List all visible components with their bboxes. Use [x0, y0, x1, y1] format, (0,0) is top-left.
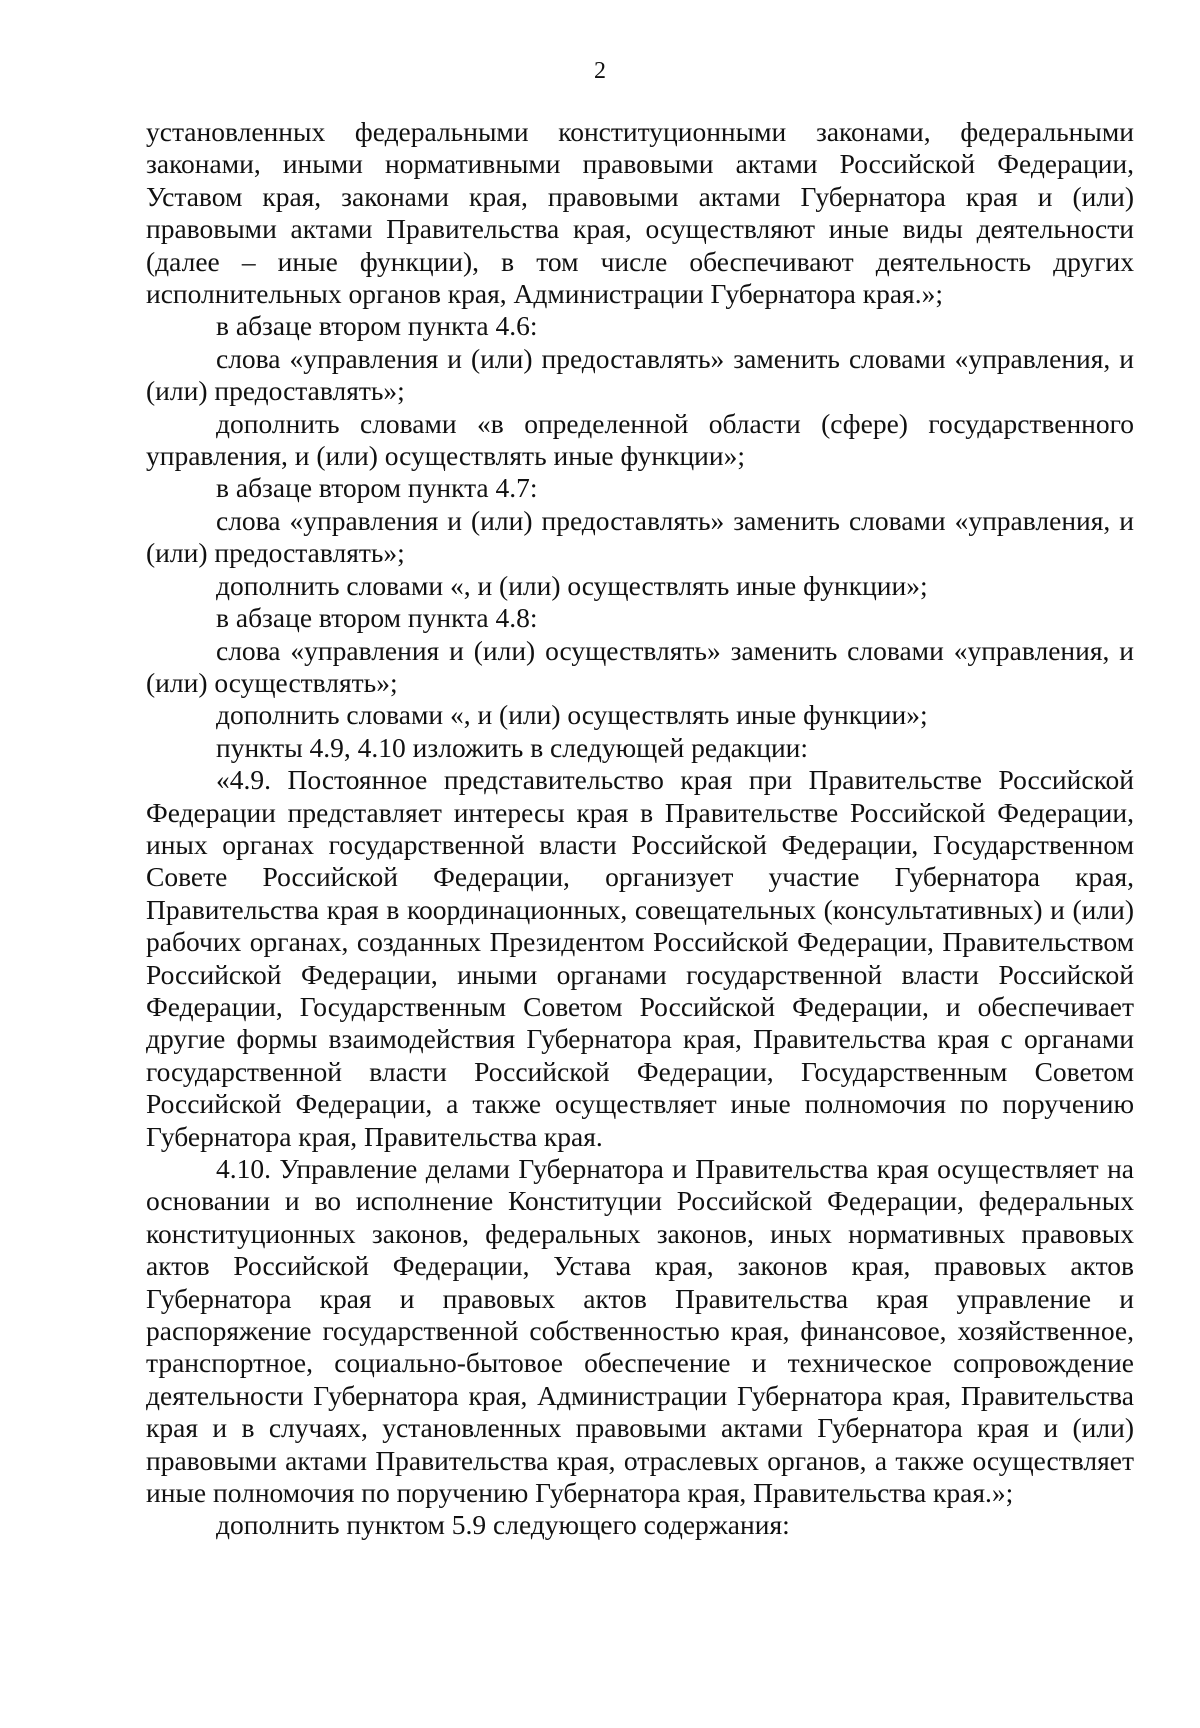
- paragraph-continuation: установленных федеральными конституционными законами, федеральными законами, иными нормативными правовыми актами Российской Федерации, Уставом края, законами края, правовыми актами Губернатора края и (или) правовыми актами Правительства края, осуществляют иные виды деятельности (далее – иные функции), в том числе обеспечивают деятельность других исполнительных органов края, Администрации Губернатора края.»;: [146, 116, 1134, 310]
- paragraph-replace-words-4-7: слова «управления и (или) предоставлять» заменить словами «управления, и (или) предоставлять»;: [146, 504, 1134, 569]
- paragraph-replace-words-4-8: слова «управления и (или) осуществлять» заменить словами «управления, и (или) осуществлять»;: [146, 634, 1134, 698]
- paragraph-supplement-4-6: дополнить словами «в определенной области (сфере) государственного управления, и (или) осуществлять иные функции»;: [146, 407, 1134, 472]
- paragraph-supplement-5-9: дополнить пунктом 5.9 следующего содержания:: [216, 1509, 790, 1541]
- document-body: [146, 116, 1134, 1542]
- paragraph-new-wording-intro: пункты 4.9, 4.10 изложить в следующей редакции:: [216, 731, 809, 763]
- paragraph-amendment-4-8: в абзаце втором пункта 4.8:: [216, 602, 538, 634]
- paragraph-replace-words-4-6: слова «управления и (или) предоставлять» заменить словами «управления, и (или) предоставлять»;: [146, 342, 1134, 407]
- paragraph-supplement-4-7: дополнить словами «, и (или) осуществлять иные функции»;: [216, 569, 928, 601]
- paragraph-supplement-4-8: дополнить словами «, и (или) осуществлять иные функции»;: [216, 699, 928, 731]
- paragraph-amendment-4-6: в абзаце втором пункта 4.6:: [216, 310, 538, 342]
- paragraph-item-4-9: «4.9. Постоянное представительство края при Правительстве Российской Федерации представляет интересы края в Правительстве Российской Федерации, иных органах государственной власти Российской Федерации, Государственном Совете Российской Федерации, организует участие Губернатора края, Правительства края в координационных, совещательных (консультативных) и (или) рабочих органах, созданных Президентом Российской Федерации, Правительством Российской Федерации, иными органами государственной власти Российской Федерации, Государственным Советом Российской Федерации, и обеспечивает другие формы взаимодействия Губернатора края, Правительства края с органами государственной власти Российской Федерации, Государственным Советом Российской Федерации, а также осуществляет иные полномочия по поручению Губернатора края, Правительства края.: [146, 764, 1134, 1152]
- paragraph-item-4-10: 4.10. Управление делами Губернатора и Правительства края осуществляет на основании и во исполнение Конституции Российской Федерации, федеральных конституционных законов, федеральных законов, иных нормативных правовых актов Российской Федерации, Устава края, законов края, правовых актов Губернатора края и правовых актов Правительства края управление и распоряжение государственной собственностью края, финансовое, хозяйственное, транспортное, социально-бытовое обеспечение и техническое сопровождение деятельности Губернатора края, Администрации Губернатора края, Правительства края и в случаях, установленных правовыми актами Губернатора края и (или) правовыми актами Правительства края, отраслевых органов, а также осуществляет иные полномочия по поручению Губернатора края, Правительства края.»;: [146, 1153, 1134, 1509]
- page-number: 2: [594, 58, 606, 84]
- paragraph-amendment-4-7: в абзаце втором пункта 4.7:: [216, 472, 538, 504]
